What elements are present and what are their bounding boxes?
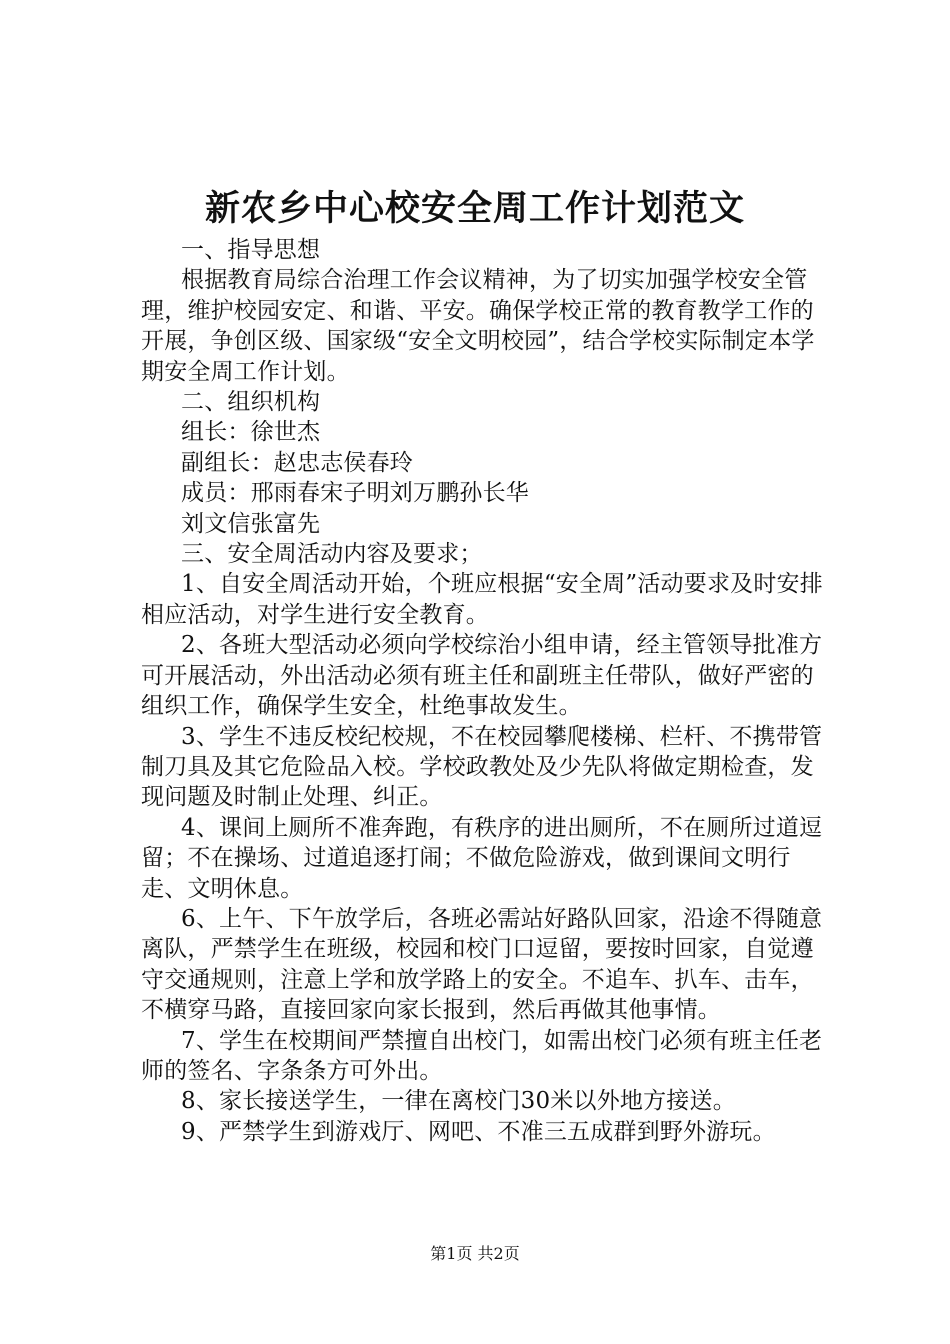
- section-heading-activities: 三、安全周活动内容及要求；: [181, 541, 483, 568]
- section-heading-organization: 二、组织机构: [181, 389, 321, 416]
- team-leader: 组长：徐世杰: [181, 419, 321, 446]
- requirement-item: 9、严禁学生到游戏厅、网吧、不准三五成群到野外游玩。: [181, 1118, 776, 1145]
- requirement-item: 7、学生在校期间严禁擅自出校门，如需出校门必须有班主任老师的签名、字条条方可外出。: [141, 1027, 823, 1084]
- deputy-team-leader: 副组长：赵忠志侯春玲: [181, 449, 413, 476]
- requirement-item: 8、家长接送学生，一律在离校门30米以外地方接送。: [181, 1088, 736, 1115]
- team-members: 成员：邢雨春宋子明刘万鹏孙长华: [181, 480, 529, 507]
- requirement-item: 2、各班大型活动必须向学校综治小组申请，经主管领导批准方可开展活动，外出活动必须有班主任和副班主任带队，做好严密的组织工作，确保学生安全，杜绝事故发生。: [141, 632, 823, 720]
- requirement-item: 3、学生不违反校纪校规，不在校园攀爬楼梯、栏杆、不携带管制刀具及其它危险品入校。学校政教处及少先队将做定期检查，发现问题及时制止处理、纠正。: [141, 723, 823, 811]
- document-body: [141, 235, 833, 1147]
- section-heading-guiding-thought: 一、指导思想: [181, 237, 321, 263]
- requirement-item: 6、上午、下午放学后，各班必需站好路队回家，沿途不得随意离队，严禁学生在班级，校园和校门口逗留，要按时回家，自觉遵守交通规则，注意上学和放学路上的安全。不追车、扒车、击车，不横穿马路，直接回家向家长报到，然后再做其他事情。: [141, 905, 823, 1024]
- document-title: 新农乡中心校安全周工作计划范文: [204, 188, 745, 229]
- requirement-item: 4、课间上厕所不准奔跑，有秩序的进出厕所，不在厕所过道逗留；不在操场、过道追逐打闹；不做危险游戏，做到课间文明行走、文明休息。: [141, 814, 823, 902]
- paragraph-guiding-thought: 根据教育局综合治理工作会议精神，为了切实加强学校安全管理，维护校园安定、和谐、平安。确保学校正常的教育教学工作的开展，争创区级、国家级“安全文明校园”，结合学校实际制定本学期安全周工作计划。: [141, 267, 815, 385]
- page-number-footer: 第1页 共2页: [430, 1244, 520, 1263]
- requirement-item: 1、自安全周活动开始，个班应根据“安全周”活动要求及时安排相应活动，对学生进行安全教育。: [141, 571, 823, 628]
- team-members-continued: 刘文信张富先: [181, 510, 321, 537]
